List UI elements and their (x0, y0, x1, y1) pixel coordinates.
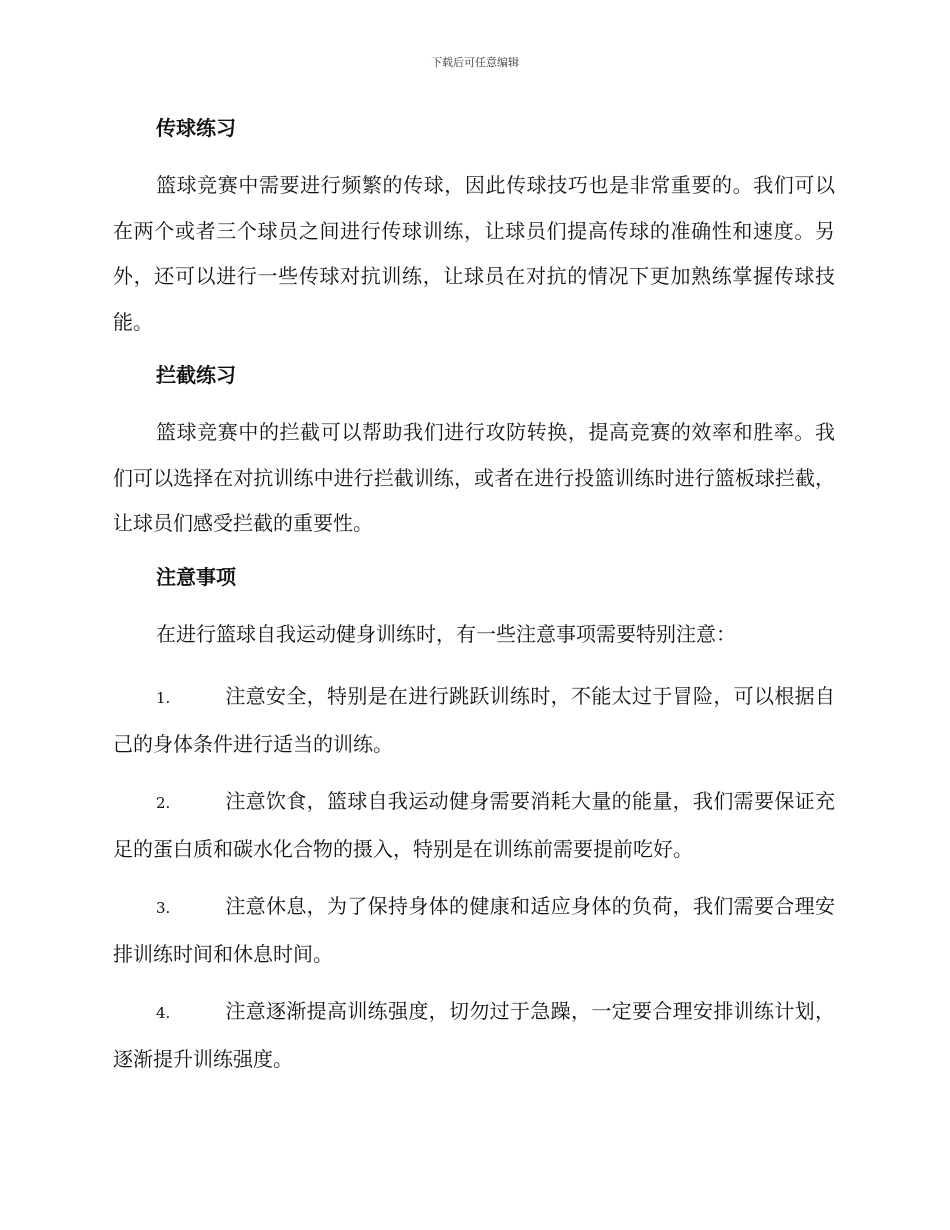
list-item (113, 674, 835, 767)
list-number: 4. (156, 1004, 171, 1022)
document-body (113, 110, 835, 1094)
list-number: 1. (156, 689, 171, 707)
section-paragraph-interception: 篮球竞赛中的拦截可以帮助我们进行攻防转换，提高竞赛的效率和胜率。我们可以选择在对抗训练中进行拦截训练，或者在进行投篮训练时进行篮板球拦截，让球员们感受拦截的重要性。 (113, 420, 835, 535)
list-item (113, 779, 835, 872)
list-text: 注意休息，为了保持身体的健康和适应身体的负荷，我们需要合理安排训练时间和休息时间。 (113, 894, 835, 966)
section-intro-precautions: 在进行篮球自我运动健身训练时，有一些注意事项需要特别注意： (156, 621, 736, 646)
list-number: 2. (156, 794, 171, 812)
section-heading-interception: 拦截练习 (156, 363, 236, 387)
list-number: 3. (156, 899, 171, 917)
section-heading-passing: 传球练习 (156, 116, 236, 140)
section-paragraph-passing: 篮球竞赛中需要进行频繁的传球，因此传球技巧也是非常重要的。我们可以在两个或者三个球员之间进行传球训练，让球员们提高传球的准确性和速度。另外，还可以进行一些传球对抗训练，让球员在对抗的情况下更加熟练掌握传球技能。 (113, 173, 835, 334)
list-text: 注意逐渐提高训练强度，切勿过于急躁，一定要合理安排训练计划，逐渐提升训练强度。 (113, 999, 835, 1071)
list-text: 注意饮食，篮球自我运动健身需要消耗大量的能量，我们需要保证充足的蛋白质和碳水化合物的摄入，特别是在训练前需要提前吃好。 (113, 789, 835, 861)
list-text: 注意安全，特别是在进行跳跃训练时，不能太过于冒险，可以根据自己的身体条件进行适当的训练。 (113, 684, 835, 756)
header-note: 下载后可任意编辑 (431, 56, 519, 69)
section-heading-precautions: 注意事项 (156, 564, 236, 589)
list-item (113, 989, 835, 1082)
list-item (113, 884, 835, 977)
